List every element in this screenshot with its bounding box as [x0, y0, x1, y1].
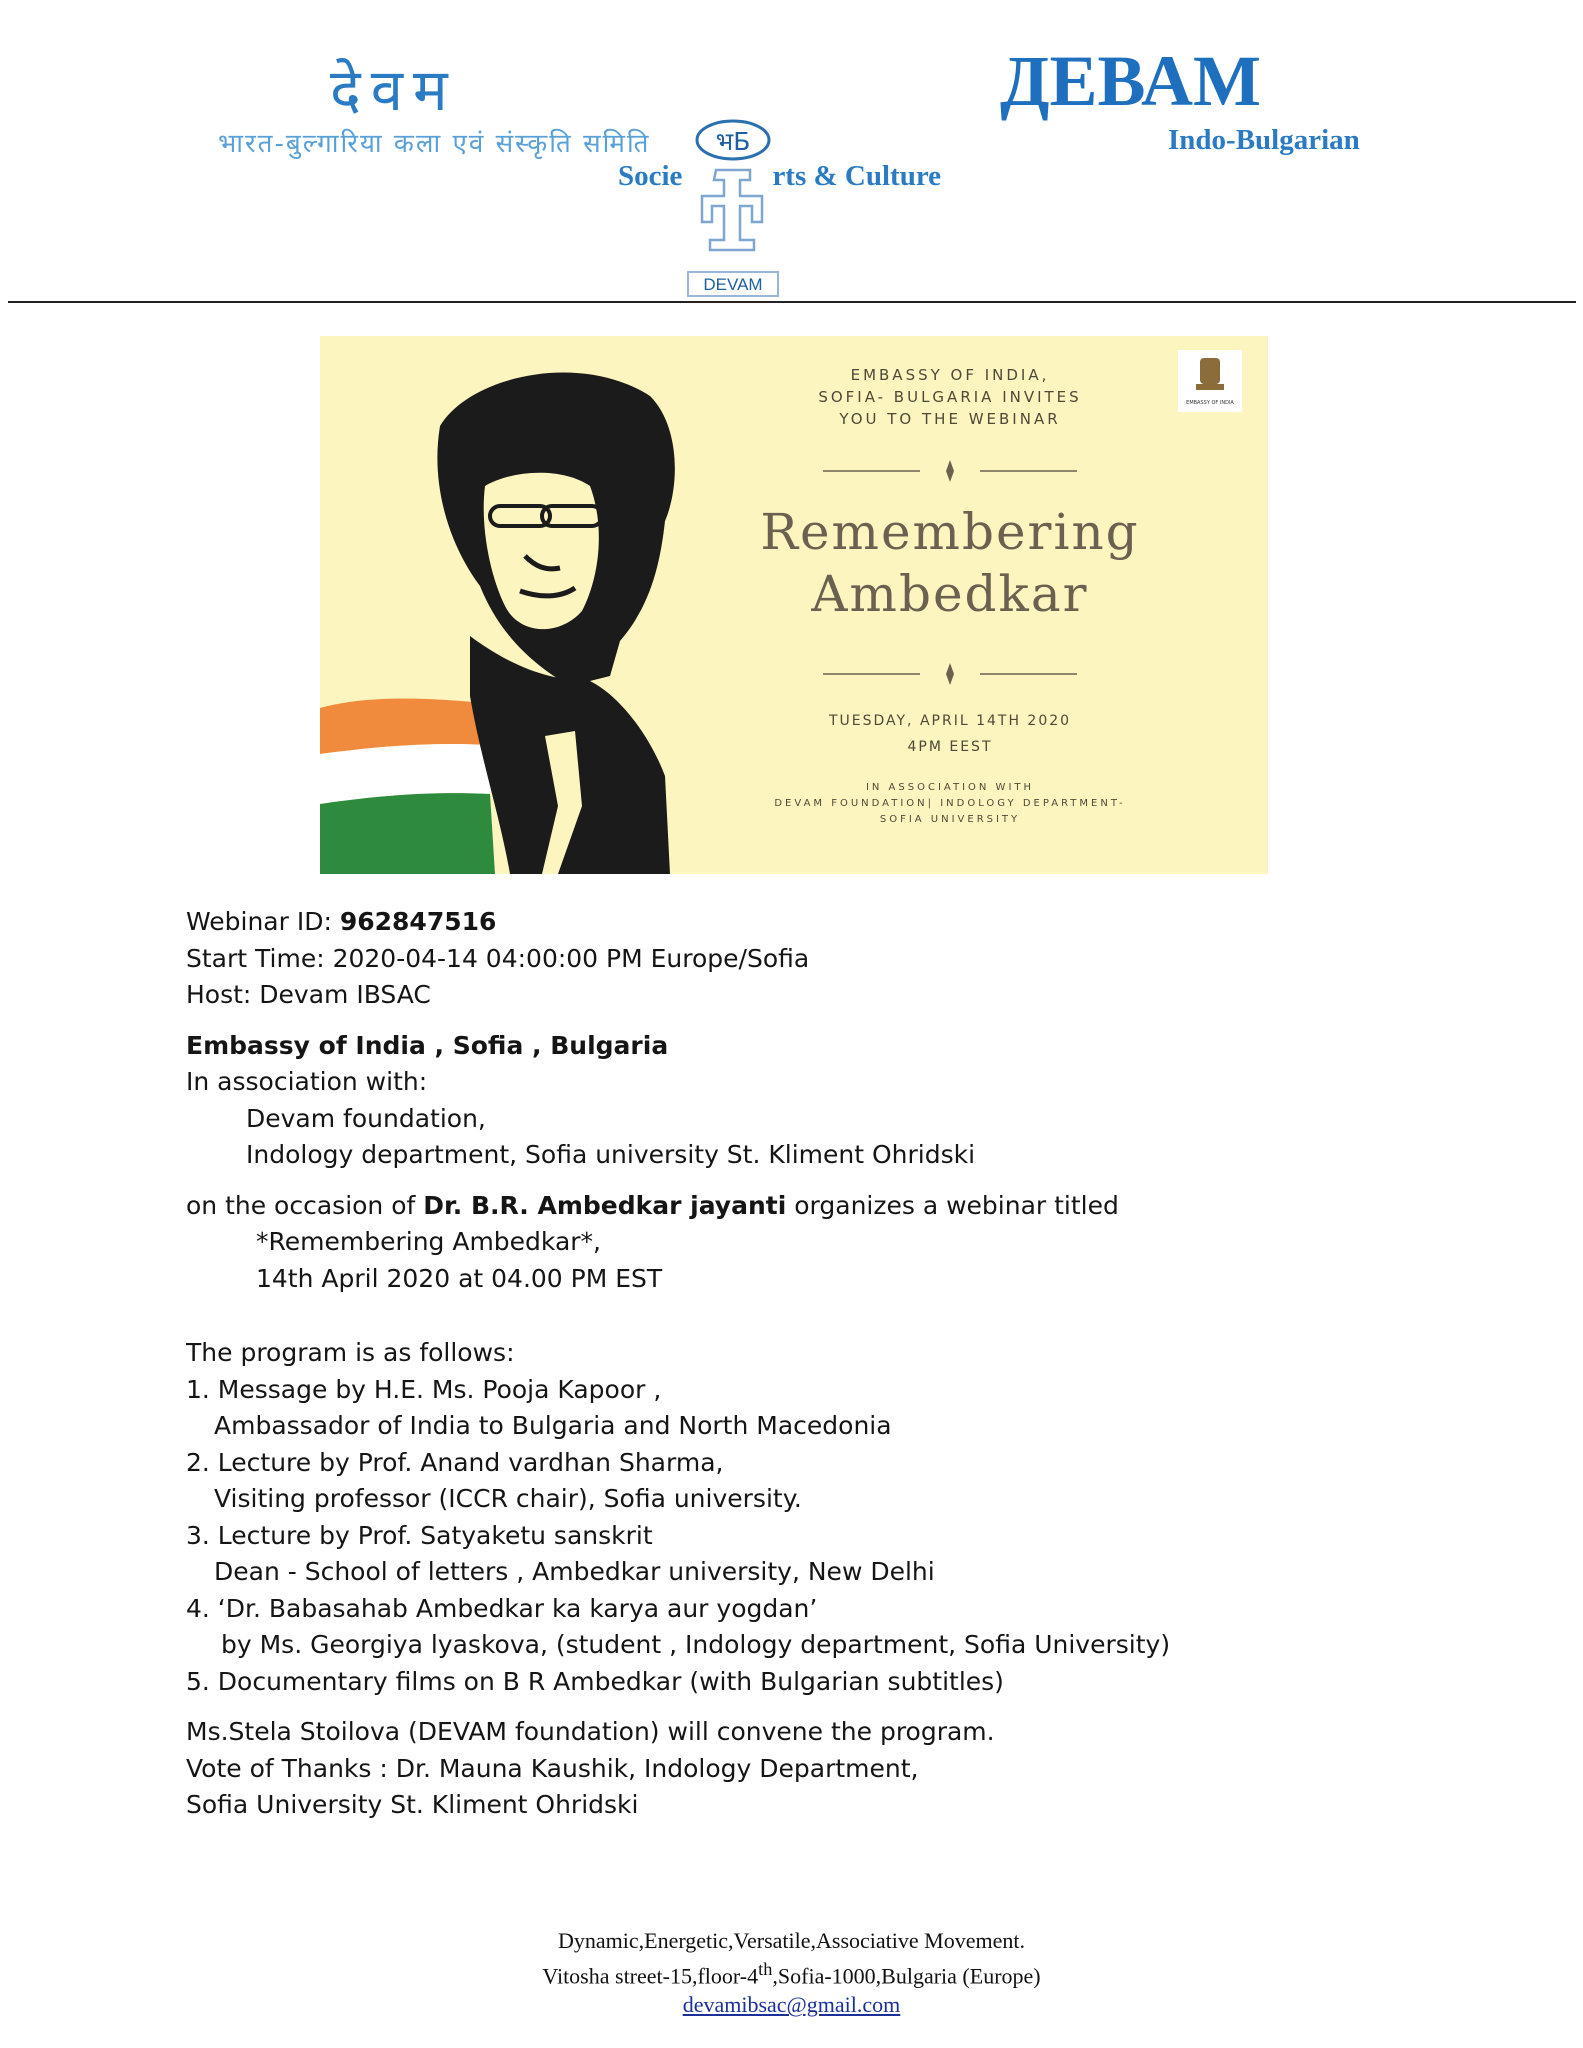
- banner-association: [700, 780, 1200, 828]
- logo-label: DEVAM: [703, 275, 763, 294]
- program-item-detail: Visiting professor (ICCR chair), Sofia university.: [214, 1484, 802, 1513]
- banner-time-line: 4PM EEST: [907, 739, 993, 755]
- organizer-name: Embassy of India , Sofia , Bulgaria: [186, 1030, 669, 1060]
- footer-tagline: Dynamic,Energetic,Versatile,Associative Movement.: [558, 1928, 1025, 1953]
- banner-invite-line: SOFIA- BULGARIA INVITES: [818, 388, 1082, 406]
- webinar-id: [186, 904, 1516, 941]
- banner-title-line1: Remembering: [760, 503, 1140, 561]
- embassy-emblem: [1178, 350, 1242, 412]
- hindi-subtitle: भारत-बुल्गारिया कला एवं संस्कृति समिति: [218, 129, 651, 159]
- banner-invite: [740, 364, 1160, 430]
- header-divider: [8, 301, 1576, 303]
- devam-logo: [678, 112, 788, 302]
- footer-address: Vitosha street-15,floor-4th,Sofia-1000,Bulgaria (Europe): [542, 1959, 1041, 1989]
- program-item: 2. Lecture by Prof. Anand vardhan Sharma,: [186, 1447, 724, 1477]
- association-label: In association with:: [186, 1067, 428, 1096]
- cyrillic-title: ДЕВАМ: [1000, 41, 1261, 121]
- partner-item: Devam foundation,: [246, 1103, 486, 1133]
- banner-title-line2: Ambedkar: [811, 565, 1089, 623]
- webinar-when: 14th April 2020 at 04.00 PM EST: [256, 1263, 663, 1293]
- logo-monogram: भБ: [715, 127, 751, 156]
- occasion-bold: Dr. B.R. Ambedkar jayanti: [423, 1190, 787, 1220]
- webinar-id-value: 962847516: [339, 907, 497, 936]
- program-item: 1. Message by H.E. Ms. Pooja Kapoor ,: [186, 1374, 662, 1404]
- program-item: 5. Documentary films on B R Ambedkar (with Bulgarian subtitles): [186, 1666, 1004, 1696]
- banner-assoc-line: IN ASSOCIATION WITH: [865, 782, 1035, 793]
- banner-date-line: TUESDAY, APRIL 14TH 2020: [828, 713, 1072, 729]
- webinar-banner: [320, 336, 1268, 874]
- footer: [0, 1926, 1583, 2019]
- ashoka-emblem-icon: [1178, 350, 1242, 398]
- partner-item: Indology department, Sofia university St. Kliment Ohridski: [246, 1140, 976, 1169]
- program-item-detail: Ambassador of India to Bulgaria and North Macedonia: [214, 1411, 892, 1440]
- start-time: Start Time: 2020-04-14 04:00:00 PM Europe/Sofia: [186, 943, 810, 973]
- banner-invite-line: YOU TO THE WEBINAR: [839, 410, 1061, 428]
- convener-line: Ms.Stela Stoilova (DEVAM foundation) will convene the program.: [186, 1717, 995, 1746]
- program-intro: The program is as follows:: [186, 1338, 515, 1367]
- letter-body: [186, 904, 1516, 1824]
- banner-title: [690, 501, 1210, 625]
- program-item: 3. Lecture by Prof. Satyaketu sanskrit: [186, 1520, 653, 1550]
- emblem-caption: EMBASSY OF INDIA: [1186, 400, 1234, 406]
- footer-email-link[interactable]: devamibsac@gmail.com: [682, 1992, 901, 2018]
- banner-invite-line: EMBASSY OF INDIA,: [850, 366, 1050, 384]
- society-right: rts & Culture: [772, 160, 942, 192]
- webinar-title: *Remembering Ambedkar*,: [256, 1227, 602, 1256]
- program-item-detail: Dean - School of letters , Ambedkar university, New Delhi: [214, 1557, 935, 1586]
- program-item-detail: by Ms. Georgiya lyaskova, (student , Indology department, Sofia University): [221, 1630, 1171, 1659]
- banner-assoc-line: SOFIA UNIVERSITY: [879, 814, 1021, 825]
- banner-assoc-line: DEVAM FOUNDATION| INDOLOGY DEPARTMENT-: [774, 798, 1126, 809]
- hindi-title: देवम: [330, 56, 458, 124]
- occasion-line: on the occasion of Dr. B.R. Ambedkar jayanti organizes a webinar titled: [186, 1190, 1119, 1220]
- vote-of-thanks-affiliation: Sofia University St. Kliment Ohridski: [186, 1790, 639, 1819]
- host: Host: Devam IBSAC: [186, 980, 431, 1009]
- indo-bulgarian-label: Indo-Bulgarian: [1168, 124, 1360, 156]
- webinar-id-label: Webinar ID:: [186, 907, 340, 936]
- banner-date: [750, 708, 1150, 760]
- vote-of-thanks: Vote of Thanks : Dr. Mauna Kaushik, Indology Department,: [186, 1753, 919, 1783]
- program-item: 4. ‘Dr. Babasahab Ambedkar ka karya aur yogdan’: [186, 1593, 818, 1623]
- society-left: Socie: [618, 160, 683, 192]
